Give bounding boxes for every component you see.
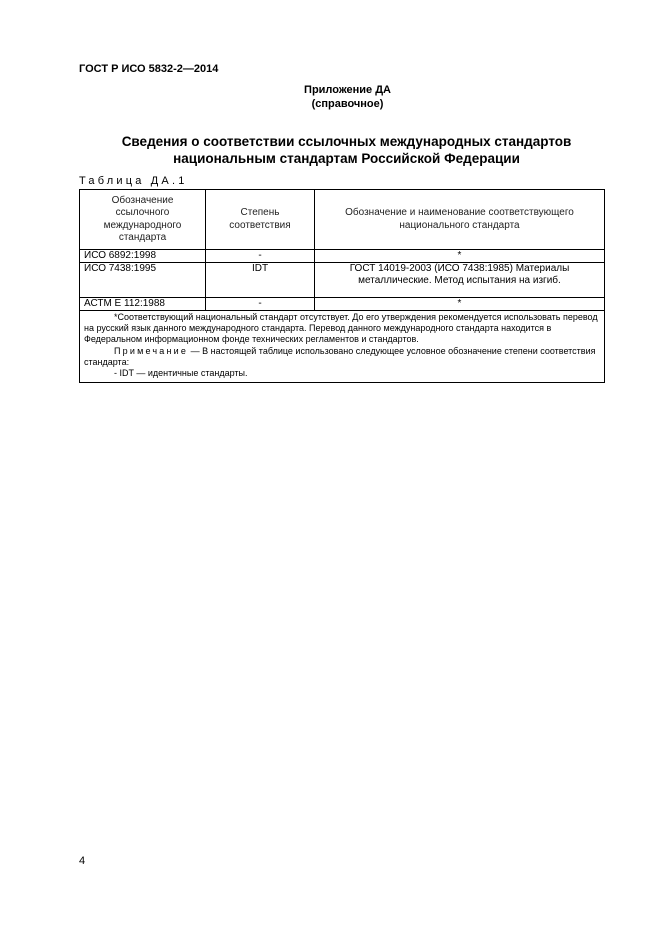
note-item: - IDT — идентичные стандарты. xyxy=(114,368,248,379)
table-row xyxy=(80,297,605,310)
table-notes xyxy=(80,310,605,382)
note xyxy=(84,346,600,369)
note-text: — В настоящей таблице использовано следующее условное обозначение степени соответствия стандарта: xyxy=(84,345,596,367)
table-caption: Таблица ДА.1 xyxy=(79,175,188,187)
cell-reference: ИСО 6892:1998 xyxy=(80,250,206,263)
footnote: *Соответствующий национальный стандарт отсутствует. До его утверждения рекомендуется использовать перевод на русский язык данного международного стандарта. Перевод данного международного стандарта находится в Федеральном информационном фонде технических регламентов и стандартов. xyxy=(84,311,598,345)
title-line-1: Сведения о соответствии ссылочных международных стандартов xyxy=(121,134,572,149)
title-line-2: национальным стандартам Российской Федерации xyxy=(173,151,520,166)
cell-degree: - xyxy=(206,250,315,263)
cell-national: ГОСТ 14019-2003 (ИСО 7438:1985) Материалы металлические. Метод испытания на изгиб. xyxy=(315,263,605,297)
note-label: Примечание xyxy=(114,345,189,356)
cell-degree: - xyxy=(206,297,315,310)
appendix-label: Приложение ДА xyxy=(304,84,391,96)
page-number: 4 xyxy=(79,855,86,867)
page-title xyxy=(79,133,614,167)
header-reference-standard: Обозначение ссылочного международного стандарта xyxy=(80,190,206,250)
appendix-status: (справочное) xyxy=(311,98,384,110)
header-degree: Степень соответствия xyxy=(206,190,315,250)
table-notes-row xyxy=(80,310,605,382)
cell-reference: АСТМ Е 112:1988 xyxy=(80,297,206,310)
cell-national: * xyxy=(315,250,605,263)
cell-national: * xyxy=(315,297,605,310)
document-id: ГОСТ Р ИСО 5832-2—2014 xyxy=(79,63,219,75)
cell-reference: ИСО 7438:1995 xyxy=(80,263,206,297)
table-header-row xyxy=(80,190,605,250)
correspondence-table xyxy=(79,189,605,383)
table-row xyxy=(80,263,605,297)
cell-degree: IDT xyxy=(206,263,315,297)
header-national-standard: Обозначение и наименование соответствующего национального стандарта xyxy=(315,190,605,250)
table-row xyxy=(80,250,605,263)
